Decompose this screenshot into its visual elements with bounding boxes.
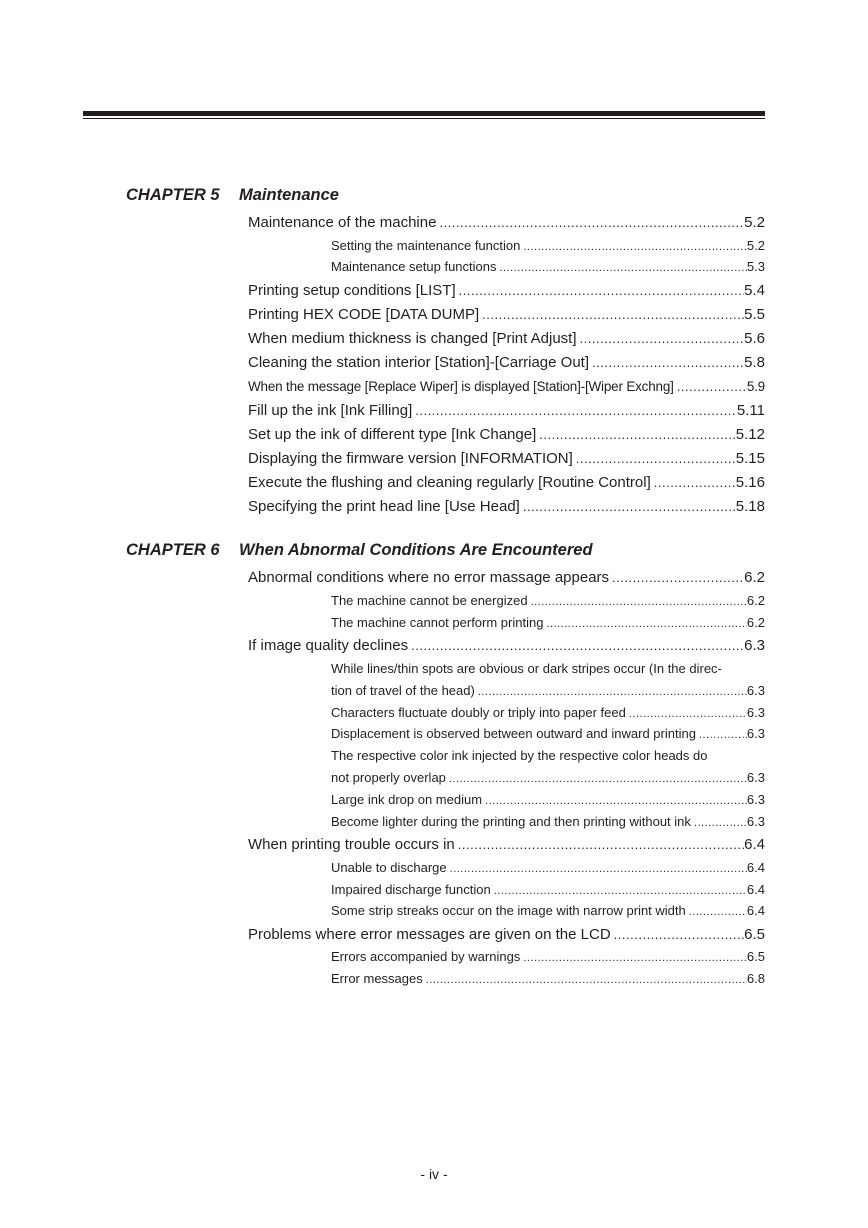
toc-entry-title: Impaired discharge function bbox=[331, 882, 491, 897]
toc-entry-title: Become lighter during the printing and then printing without ink bbox=[331, 814, 691, 829]
toc-entry-title: Displacement is observed between outward and inward printing bbox=[331, 726, 696, 741]
toc-entry-title: Maintenance of the machine bbox=[248, 214, 437, 231]
toc-entry-title: Error messages bbox=[331, 971, 423, 986]
toc-subentry[interactable] bbox=[331, 592, 765, 610]
dot-leader bbox=[456, 281, 745, 301]
toc-entry-page: 5.3 bbox=[746, 259, 765, 274]
toc-entry-title: tion of travel of the head) bbox=[331, 683, 475, 698]
toc-entry[interactable] bbox=[248, 401, 765, 421]
toc-entry-title: Displaying the firmware version [INFORMATION] bbox=[248, 450, 573, 467]
toc-entry[interactable] bbox=[248, 568, 765, 588]
toc-entry[interactable] bbox=[248, 835, 765, 855]
toc-subentry[interactable] bbox=[331, 813, 765, 831]
dot-leader bbox=[573, 449, 736, 469]
toc-entry-title: When medium thickness is changed [Print Adjust] bbox=[248, 330, 577, 347]
toc-subentry-line[interactable]: While lines/thin spots are obvious or dark stripes occur (In the direc- bbox=[331, 661, 722, 676]
dot-leader bbox=[412, 401, 737, 421]
toc-entry[interactable] bbox=[248, 473, 765, 493]
toc-entry-page: 6.8 bbox=[746, 971, 765, 986]
toc-entry-page: 6.3 bbox=[746, 792, 765, 807]
toc-entry-title: Large ink drop on medium bbox=[331, 792, 483, 807]
toc-entry-title: Printing HEX CODE [DATA DUMP] bbox=[248, 306, 480, 323]
toc-entry-title: Cleaning the station interior [Station]-[Carriage Out] bbox=[248, 354, 590, 371]
dot-leader bbox=[479, 305, 744, 325]
dot-leader bbox=[686, 903, 747, 921]
dot-leader bbox=[475, 683, 747, 701]
dot-leader bbox=[611, 925, 744, 945]
dot-leader bbox=[696, 726, 747, 744]
toc-entry-title: Maintenance setup functions bbox=[331, 259, 497, 274]
toc-entry-title: Fill up the ink [Ink Filling] bbox=[248, 402, 413, 419]
dot-leader bbox=[446, 770, 747, 788]
toc-entry[interactable] bbox=[248, 329, 765, 349]
toc-subentry[interactable] bbox=[331, 859, 765, 877]
toc-entry[interactable] bbox=[248, 425, 765, 445]
chapter-title: When Abnormal Conditions Are Encountered bbox=[239, 541, 593, 559]
toc-entry[interactable] bbox=[248, 377, 765, 397]
toc-entry-page: 6.5 bbox=[744, 926, 765, 943]
toc-subentry[interactable] bbox=[331, 791, 765, 809]
toc-entry-title: Errors accompanied by warnings bbox=[331, 949, 521, 964]
toc-entry-page: 5.18 bbox=[735, 498, 765, 515]
toc-entry[interactable] bbox=[248, 497, 765, 517]
dot-leader bbox=[609, 568, 744, 588]
toc-entry-title: Abnormal conditions where no error massage appears bbox=[248, 569, 610, 586]
dot-leader bbox=[589, 353, 744, 373]
toc-subentry[interactable] bbox=[331, 769, 765, 787]
dot-leader bbox=[423, 971, 747, 989]
chapter-label: CHAPTER 6 bbox=[126, 541, 220, 559]
toc-subentry[interactable] bbox=[331, 258, 765, 276]
toc-entry-page: 6.3 bbox=[746, 705, 765, 720]
toc-entry-page: 6.2 bbox=[744, 569, 765, 586]
toc-entry-page: 5.2 bbox=[744, 214, 765, 231]
toc-entry-title: The machine cannot perform printing bbox=[331, 615, 544, 630]
toc-entry-page: 6.3 bbox=[746, 683, 765, 698]
toc-entry-title: When the message [Replace Wiper] is displayed [Station]-[Wiper Exchng] bbox=[248, 379, 674, 394]
dot-leader bbox=[436, 213, 744, 233]
toc-entry-page: 5.16 bbox=[735, 474, 765, 491]
toc-subentry[interactable] bbox=[331, 970, 765, 988]
toc-subentry[interactable] bbox=[331, 948, 765, 966]
dot-leader bbox=[447, 860, 747, 878]
toc-entry-page: 5.5 bbox=[744, 306, 765, 323]
dot-leader bbox=[491, 882, 747, 900]
toc-entry[interactable] bbox=[248, 281, 765, 301]
dot-leader bbox=[626, 705, 747, 723]
toc-entry-title: Unable to discharge bbox=[331, 860, 447, 875]
dot-leader bbox=[674, 377, 747, 397]
toc-entry[interactable] bbox=[248, 449, 765, 469]
toc-entry-page: 5.8 bbox=[744, 354, 765, 371]
dot-leader bbox=[528, 593, 747, 611]
toc-entry[interactable] bbox=[248, 353, 765, 373]
toc-subentry[interactable] bbox=[331, 614, 765, 632]
toc-entry[interactable] bbox=[248, 925, 765, 945]
toc-subentry[interactable] bbox=[331, 237, 765, 255]
dot-leader bbox=[497, 259, 747, 277]
toc-entry-title: The machine cannot be energized bbox=[331, 593, 528, 608]
page-number: - iv - bbox=[420, 1166, 448, 1182]
chapter-title: Maintenance bbox=[239, 186, 339, 204]
toc-subentry-line[interactable]: The respective color ink injected by the respective color heads do bbox=[331, 748, 708, 763]
toc-entry-title: If image quality declines bbox=[248, 637, 409, 654]
dot-leader bbox=[536, 425, 736, 445]
toc-entry-page: 6.3 bbox=[746, 770, 765, 785]
toc-entry-title: Problems where error messages are given on the LCD bbox=[248, 926, 611, 943]
toc-entry-page: 6.2 bbox=[746, 615, 765, 630]
toc-entry-page: 6.5 bbox=[746, 949, 765, 964]
toc-subentry[interactable] bbox=[331, 682, 765, 700]
toc-subentry[interactable] bbox=[331, 881, 765, 899]
toc-entry-page: 6.4 bbox=[744, 836, 765, 853]
toc-entry-title: Printing setup conditions [LIST] bbox=[248, 282, 456, 299]
toc-entry-title: Specifying the print head line [Use Head] bbox=[248, 498, 520, 515]
toc-entry-title: When printing trouble occurs in bbox=[248, 836, 455, 853]
chapter-5-heading bbox=[126, 186, 339, 205]
toc-entry-title: Setting the maintenance function bbox=[331, 238, 521, 253]
toc-entry-title: Set up the ink of different type [Ink Change] bbox=[248, 426, 537, 443]
toc-entry-title: Execute the flushing and cleaning regularly [Routine Control] bbox=[248, 474, 651, 491]
toc-entry-page: 6.3 bbox=[744, 637, 765, 654]
toc-entry-title: not properly overlap bbox=[331, 770, 446, 785]
dot-leader bbox=[520, 238, 747, 256]
toc-entry-page: 6.3 bbox=[746, 814, 765, 829]
toc-entry-page: 5.11 bbox=[736, 402, 765, 419]
toc-entry-page: 6.2 bbox=[746, 593, 765, 608]
toc-entry-page: 5.9 bbox=[746, 379, 765, 394]
chapter-6-heading bbox=[126, 541, 593, 560]
toc-entry-title: Some strip streaks occur on the image with narrow print width bbox=[331, 903, 686, 918]
toc-entry-title: Characters fluctuate doubly or triply into paper feed bbox=[331, 705, 626, 720]
toc-entry-page: 5.2 bbox=[746, 238, 765, 253]
toc-subentry[interactable] bbox=[331, 725, 765, 743]
dot-leader bbox=[455, 835, 744, 855]
dot-leader bbox=[520, 497, 736, 517]
toc-subentry[interactable] bbox=[331, 704, 765, 722]
toc-entry[interactable] bbox=[248, 213, 765, 233]
toc-entry-page: 5.15 bbox=[735, 450, 765, 467]
dot-leader bbox=[408, 636, 744, 656]
toc-entry[interactable] bbox=[248, 305, 765, 325]
dot-leader bbox=[482, 792, 747, 810]
toc-entry[interactable] bbox=[248, 636, 765, 656]
chapter-label: CHAPTER 5 bbox=[126, 186, 220, 204]
toc-entry-page: 6.4 bbox=[746, 882, 765, 897]
dot-leader bbox=[577, 329, 745, 349]
toc-entry-page: 6.4 bbox=[746, 860, 765, 875]
toc-subentry[interactable] bbox=[331, 902, 765, 920]
toc-entry-page: 6.4 bbox=[746, 903, 765, 918]
toc-entry-page: 5.12 bbox=[735, 426, 765, 443]
dot-leader bbox=[543, 615, 746, 633]
dot-leader bbox=[520, 949, 747, 967]
dot-leader bbox=[651, 473, 736, 493]
dot-leader bbox=[691, 814, 747, 832]
toc-entry-page: 5.4 bbox=[744, 282, 765, 299]
toc-entry-page: 6.3 bbox=[746, 726, 765, 741]
toc-entry-page: 5.6 bbox=[744, 330, 765, 347]
